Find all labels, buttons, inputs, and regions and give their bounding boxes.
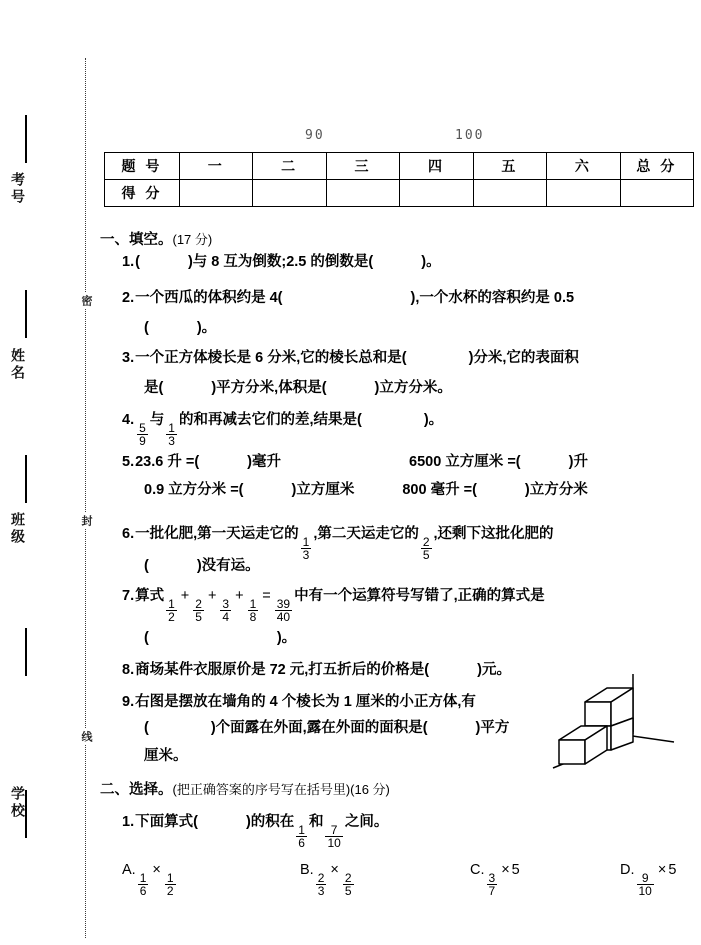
question-text: )立方分米 xyxy=(524,482,588,498)
question-4 xyxy=(122,410,443,448)
fraction-numerator: 3 xyxy=(222,596,230,611)
math-operator: × xyxy=(657,862,667,878)
fraction-denominator: 2 xyxy=(166,884,174,899)
question-text: )升 xyxy=(568,454,588,470)
fraction xyxy=(193,598,204,624)
question-continuation xyxy=(144,746,188,766)
question-text: )分米,它的表面积 xyxy=(468,350,579,366)
fraction xyxy=(487,872,498,898)
question-continuation xyxy=(144,480,588,500)
fraction xyxy=(220,598,231,624)
fraction-numerator: 1 xyxy=(139,870,147,885)
fraction xyxy=(248,598,259,624)
score-table-col-total: 总 分 xyxy=(620,153,693,180)
fraction xyxy=(166,422,177,448)
seal-char-xian: 线 xyxy=(78,728,94,745)
section-title-2 xyxy=(100,778,390,799)
choice-label: D. xyxy=(620,862,635,878)
choice-label: B. xyxy=(300,862,314,878)
choice-label: C. xyxy=(470,862,485,878)
choice-operand: 5 xyxy=(511,862,520,878)
question-number: 1. xyxy=(122,254,135,270)
choice-operand: 5 xyxy=(668,862,677,878)
fraction-numerator: 7 xyxy=(330,822,338,837)
fraction-numerator: 9 xyxy=(641,870,649,885)
section-name: 填空。 xyxy=(129,232,173,248)
score-cell-3[interactable] xyxy=(326,180,399,207)
question-number: 9. xyxy=(122,694,135,710)
fraction xyxy=(316,872,327,898)
fraction-denominator: 4 xyxy=(222,610,230,625)
score-table-col-3: 三 xyxy=(326,153,399,180)
fraction xyxy=(637,872,654,898)
score-cell-1[interactable] xyxy=(180,180,253,207)
fraction-numerator: 2 xyxy=(317,870,325,885)
question-text: ( xyxy=(144,558,149,574)
math-operator: + xyxy=(207,588,217,604)
question-number: 7. xyxy=(122,588,135,604)
question-text: )平方 xyxy=(475,720,510,736)
fraction-denominator: 5 xyxy=(344,884,352,899)
fraction-denominator: 10 xyxy=(327,836,341,851)
choice-option-C[interactable] xyxy=(470,862,520,898)
question-text: ,第二天运走它的 xyxy=(313,526,419,542)
handwritten-mark-100: 100 xyxy=(455,128,485,143)
fraction xyxy=(343,872,354,898)
question-number: 4. xyxy=(122,412,135,428)
fraction-numerator: 1 xyxy=(298,822,305,837)
question-text: 右图是摆放在墙角的 4 个棱长为 1 厘米的小正方体,有 xyxy=(135,694,476,710)
question-text: 商场某件衣服原价是 72 元,打五折后的价格是( xyxy=(135,662,430,678)
question-number: 8. xyxy=(122,662,135,678)
question-text: 的和再减去它们的差,结果是( xyxy=(178,412,362,428)
question-number: 1. xyxy=(122,814,135,830)
fraction xyxy=(275,598,292,624)
seal-char-feng: 封 xyxy=(78,512,94,529)
fraction xyxy=(301,536,312,562)
question-text: )。 xyxy=(423,412,444,428)
fraction-denominator: 40 xyxy=(276,610,291,625)
fraction xyxy=(138,872,149,898)
math-operator: + xyxy=(180,588,190,604)
four-cubes-figure xyxy=(545,672,697,776)
fraction-denominator: 10 xyxy=(638,884,652,899)
fraction-denominator: 5 xyxy=(422,548,430,563)
question-8 xyxy=(122,660,511,680)
score-table-header-score: 得 分 xyxy=(105,180,180,207)
question-text: 下面算式( xyxy=(135,814,198,830)
section-title-1 xyxy=(100,228,212,249)
table-row-question-numbers xyxy=(105,153,694,180)
question-text: 6500 立方厘米 =( xyxy=(409,454,521,470)
fraction-denominator: 3 xyxy=(302,548,310,563)
question-continuation xyxy=(144,378,452,398)
choice-row xyxy=(100,862,701,899)
margin-rule xyxy=(25,290,27,338)
score-table-col-6: 六 xyxy=(547,153,620,180)
fraction-numerator: 5 xyxy=(139,420,146,435)
fraction-numerator: 1 xyxy=(302,534,310,549)
question-text: 一个西瓜的体积约是 4( xyxy=(135,290,283,306)
question-text: 0.9 立方分米 =( xyxy=(144,482,244,498)
handwritten-mark-90: 90 xyxy=(305,128,325,143)
question-text: )的积在 xyxy=(245,814,295,830)
question-number: 5. xyxy=(122,454,135,470)
question-continuation xyxy=(144,718,509,738)
section-points: (把正确答案的序号写在括号里)(16 分) xyxy=(172,782,390,797)
score-table-col-5: 五 xyxy=(473,153,546,180)
fraction-numerator: 3 xyxy=(488,870,496,885)
fraction-numerator: 2 xyxy=(344,870,352,885)
question-text: )与 8 互为倒数;2.5 的倒数是( xyxy=(187,254,374,270)
score-table-col-2: 二 xyxy=(253,153,326,180)
question-text: )。 xyxy=(276,630,297,646)
question-text: 和 xyxy=(308,814,324,830)
question-text: )。 xyxy=(196,320,217,336)
fraction xyxy=(296,824,307,850)
fraction-denominator: 6 xyxy=(298,836,305,851)
choice-label: A. xyxy=(122,862,136,878)
question-3 xyxy=(122,348,579,368)
score-cell-6[interactable] xyxy=(547,180,620,207)
seal-margin xyxy=(0,0,92,945)
fraction xyxy=(137,422,148,448)
question-number: 6. xyxy=(122,526,135,542)
fraction-numerator: 2 xyxy=(422,534,430,549)
question-5 xyxy=(122,452,588,472)
score-cell-5[interactable] xyxy=(473,180,546,207)
fraction xyxy=(421,536,432,562)
seal-dotted-line xyxy=(85,58,86,938)
question-continuation xyxy=(144,318,216,338)
section-name: 选择。 xyxy=(129,782,173,798)
question-text: )毫升 xyxy=(247,454,282,470)
margin-rule xyxy=(25,455,27,503)
fraction-numerator: 2 xyxy=(195,596,202,611)
question-text: 是( xyxy=(144,380,164,396)
section-points: (17 分) xyxy=(172,232,213,247)
margin-label-exam-number: 考号 xyxy=(10,172,26,206)
fraction-denominator: 3 xyxy=(317,884,325,899)
question-text: 厘米。 xyxy=(144,748,188,764)
question-continuation xyxy=(144,628,296,648)
fraction-denominator: 5 xyxy=(195,610,202,625)
fraction-numerator: 1 xyxy=(168,596,175,611)
question-9 xyxy=(122,692,476,712)
question-1 xyxy=(122,252,441,272)
fraction-numerator: 1 xyxy=(168,420,175,435)
fraction-denominator: 6 xyxy=(139,884,147,899)
math-operator: + xyxy=(235,588,244,604)
choice-option-A[interactable] xyxy=(122,862,178,898)
question-number: 3. xyxy=(122,350,135,366)
score-cell-4[interactable] xyxy=(400,180,473,207)
question-text: ,还剩下这批化肥的 xyxy=(433,526,554,542)
fraction xyxy=(165,872,176,898)
fraction-denominator: 9 xyxy=(139,434,146,449)
margin-rule xyxy=(25,628,27,676)
question-text: 中有一个运算符号写错了,正确的算式是 xyxy=(294,588,545,604)
question-text: 一个正方体棱长是 6 分米,它的棱长总和是( xyxy=(135,350,407,366)
margin-label-class: 班级 xyxy=(10,512,26,546)
question-text: )平方分米,体积是( xyxy=(211,380,327,396)
margin-rule xyxy=(25,115,27,163)
fraction-denominator: 8 xyxy=(249,610,257,625)
question-text: ( xyxy=(144,720,149,736)
math-operator: × xyxy=(152,862,161,878)
score-table-col-4: 四 xyxy=(400,153,473,180)
score-table xyxy=(104,152,694,207)
score-table-header-question: 题 号 xyxy=(105,153,180,180)
question-text: ( xyxy=(135,254,140,270)
fraction-numerator: 1 xyxy=(249,596,257,611)
fraction-denominator: 2 xyxy=(168,610,175,625)
question-text: 一批化肥,第一天运走它的 xyxy=(135,526,299,542)
fraction-denominator: 7 xyxy=(488,884,496,899)
fraction-numerator: 39 xyxy=(276,596,291,611)
section-index: 二、 xyxy=(100,782,129,798)
question-1 xyxy=(122,812,388,850)
question-text: 800 毫升 =( xyxy=(402,482,477,498)
math-operator: × xyxy=(330,862,339,878)
question-number: 2. xyxy=(122,290,135,306)
question-text: )个面露在外面,露在外面的面积是( xyxy=(210,720,428,736)
exam-body xyxy=(100,0,701,945)
question-text: 算式 xyxy=(135,588,165,604)
question-text: )元。 xyxy=(477,662,511,678)
math-operator: × xyxy=(501,862,510,878)
table-row-scores xyxy=(105,180,694,207)
fraction xyxy=(166,598,177,624)
math-operator: = xyxy=(262,588,271,604)
question-text: )立方分米。 xyxy=(374,380,452,396)
score-cell-2[interactable] xyxy=(253,180,326,207)
question-text: 23.6 升 =( xyxy=(135,454,200,470)
question-text: ( xyxy=(144,630,149,646)
question-text: ),一个水杯的容积约是 0.5 xyxy=(410,290,575,306)
section-index: 一、 xyxy=(100,232,129,248)
question-text: )立方厘米 xyxy=(291,482,355,498)
margin-label-name: 姓名 xyxy=(10,348,26,382)
margin-label-school: 学校 xyxy=(10,786,26,820)
question-text: ( xyxy=(144,320,149,336)
seal-char-mi: 密 xyxy=(78,292,94,309)
fraction-denominator: 3 xyxy=(168,434,175,449)
question-2 xyxy=(122,288,574,308)
fraction-numerator: 1 xyxy=(166,870,174,885)
choice-option-D[interactable] xyxy=(620,862,676,898)
question-continuation xyxy=(144,556,260,576)
question-text: 之间。 xyxy=(344,814,389,830)
fraction xyxy=(325,824,342,850)
question-text: )没有运。 xyxy=(196,558,260,574)
score-cell-total[interactable] xyxy=(620,180,693,207)
score-table-col-1: 一 xyxy=(180,153,253,180)
question-7 xyxy=(122,586,545,624)
choice-option-B[interactable] xyxy=(300,862,356,898)
question-text: 与 xyxy=(149,412,165,428)
question-text: )。 xyxy=(421,254,441,270)
